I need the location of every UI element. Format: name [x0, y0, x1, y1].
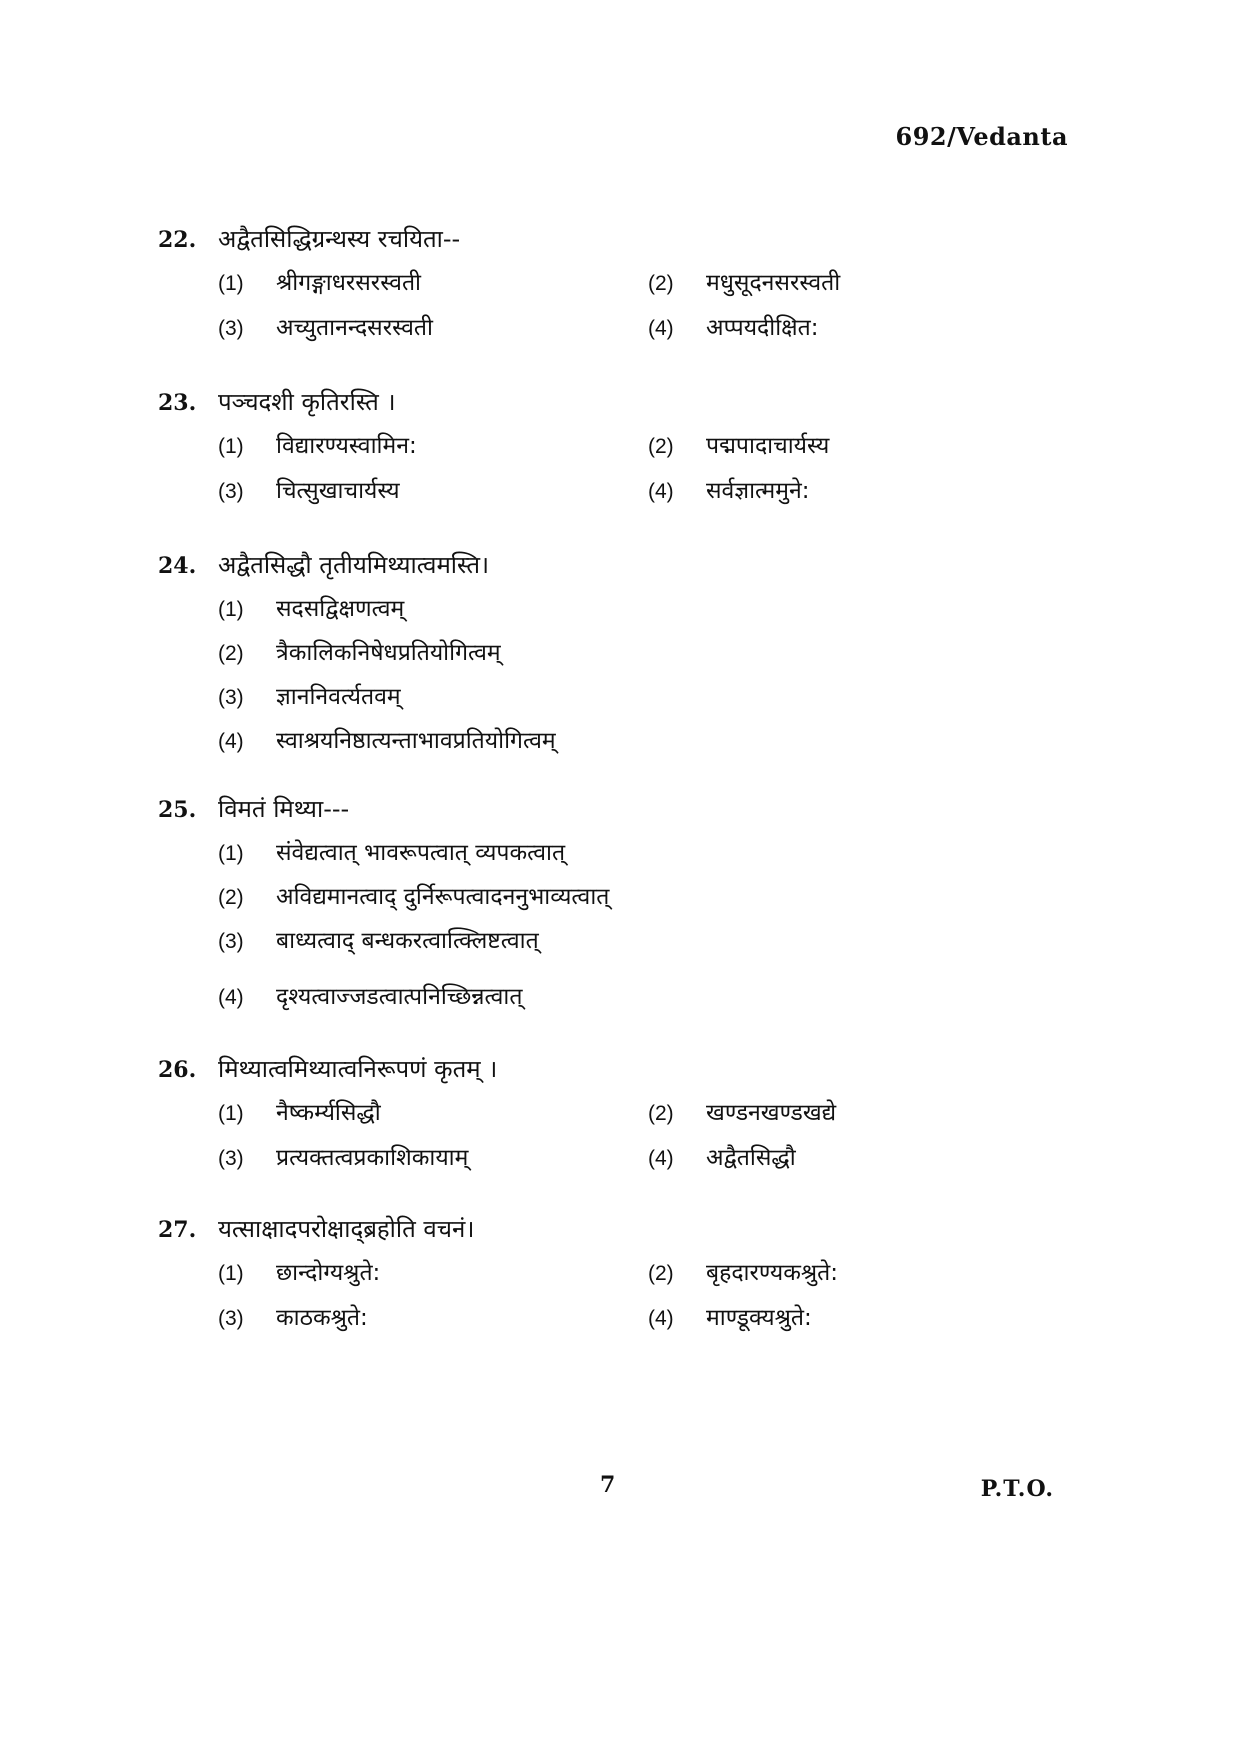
option-1	[218, 837, 1058, 870]
option-text: काठकश्रुते:	[276, 1305, 368, 1331]
option-text: प्रत्यक्तत्वप्रकाशिकायाम्	[276, 1145, 469, 1171]
question-26	[158, 1052, 1058, 1175]
option-text: खण्डनखण्डखद्ये	[706, 1100, 837, 1126]
question-number: 24.	[158, 553, 197, 579]
option-text: श्रीगङ्गाधरसरस्वती	[276, 270, 422, 296]
options-grid	[218, 430, 1058, 508]
option-3	[218, 312, 648, 345]
option-4	[218, 981, 1058, 1014]
question-text: विमतं मिथ्या---	[218, 795, 350, 823]
option-number: (1)	[218, 842, 244, 865]
option-number: (4)	[648, 1307, 674, 1330]
question-24	[158, 548, 1058, 758]
option-number: (4)	[218, 986, 244, 1009]
question-22	[158, 222, 1058, 345]
pto-label: P.T.O.	[980, 1476, 1054, 1502]
question-stem	[158, 792, 1058, 827]
question-text: यत्साक्षादपरोक्षाद्ब्रहोति वचनं।	[218, 1215, 475, 1243]
option-2	[218, 637, 1058, 670]
option-1	[218, 1257, 648, 1290]
option-number: (2)	[218, 886, 244, 909]
option-3	[218, 681, 1058, 714]
question-text: पञ्चदशी कृतिरस्ति ।	[218, 388, 396, 416]
option-number: (3)	[218, 930, 244, 953]
option-3	[218, 475, 648, 508]
option-number: (4)	[218, 730, 244, 753]
option-1	[218, 267, 648, 300]
option-2	[648, 430, 1078, 463]
option-number: (1)	[218, 435, 244, 458]
option-3	[218, 925, 1058, 958]
question-text: मिथ्यात्वमिथ्यात्वनिरूपणं कृतम् ।	[218, 1055, 498, 1083]
option-text: त्रैकालिकनिषेधप्रतियोगित्वम्	[276, 640, 501, 666]
option-number: (1)	[218, 1102, 244, 1125]
option-text: अविद्यमानत्वाद् दुर्निरूपत्वादननुभाव्यत्वात्	[276, 884, 610, 910]
option-number: (2)	[218, 642, 244, 665]
options-list	[218, 837, 1058, 1014]
question-stem	[158, 385, 1058, 420]
option-text: अच्युतानन्दसरस्वती	[276, 315, 433, 341]
option-text: ज्ञाननिवर्त्यतवम्	[276, 684, 401, 710]
options-list	[218, 593, 1058, 758]
question-27	[158, 1212, 1058, 1335]
question-stem	[158, 222, 1058, 257]
option-number: (2)	[648, 272, 674, 295]
option-text: अप्पयदीक्षित:	[706, 315, 819, 341]
option-number: (4)	[648, 317, 674, 340]
option-text: दृश्यत्वाज्जडत्वात्पनिच्छिन्नत्वात्	[276, 984, 523, 1010]
option-text: विद्यारण्यस्वामिन:	[276, 433, 417, 459]
question-number: 23.	[158, 390, 197, 416]
question-number: 22.	[158, 227, 197, 253]
options-grid	[218, 1097, 1058, 1175]
question-stem	[158, 1212, 1058, 1247]
option-number: (3)	[218, 480, 244, 503]
option-4	[218, 725, 1058, 758]
option-text: बृहदारण्यकश्रुते:	[706, 1260, 838, 1286]
question-stem	[158, 548, 1058, 583]
option-text: संवेद्यत्वात् भावरूपत्वात् व्यपकत्वात्	[276, 840, 566, 866]
option-3	[218, 1142, 648, 1175]
question-23	[158, 385, 1058, 508]
option-number: (3)	[218, 1147, 244, 1170]
options-grid	[218, 1257, 1058, 1335]
option-text: बाध्यत्वाद् बन्धकरत्वात्क्लिष्टत्वात्	[276, 928, 539, 954]
option-number: (3)	[218, 317, 244, 340]
question-text: अद्वैतसिद्धिग्रन्थस्य रचयिता--	[218, 225, 461, 253]
option-text: माण्डूक्यश्रुते:	[706, 1305, 812, 1331]
page-number: 7	[600, 1472, 616, 1498]
option-number: (3)	[218, 1307, 244, 1330]
option-2	[648, 267, 1078, 300]
option-number: (1)	[218, 598, 244, 621]
option-number: (2)	[648, 435, 674, 458]
option-text: नैष्कर्म्यसिद्धौ	[276, 1100, 381, 1126]
option-number: (3)	[218, 686, 244, 709]
option-1	[218, 593, 1058, 626]
option-text: अद्वैतसिद्धौ	[706, 1145, 796, 1171]
question-25	[158, 792, 1058, 1014]
options-grid	[218, 267, 1058, 345]
option-2	[648, 1097, 1078, 1130]
option-4	[648, 1142, 1078, 1175]
option-text: छान्दोग्यश्रुते:	[276, 1260, 381, 1286]
option-1	[218, 430, 648, 463]
option-number: (1)	[218, 1262, 244, 1285]
question-number: 26.	[158, 1057, 197, 1083]
option-3	[218, 1302, 648, 1335]
question-text: अद्वैतसिद्धौ तृतीयमिथ्यात्वमस्ति।	[218, 551, 490, 579]
option-4	[648, 475, 1078, 508]
option-number: (4)	[648, 480, 674, 503]
option-text: चित्सुखाचार्यस्य	[276, 478, 400, 504]
option-text: सर्वज्ञात्ममुने:	[706, 478, 810, 504]
option-2	[218, 881, 1058, 914]
question-stem	[158, 1052, 1058, 1087]
question-number: 27.	[158, 1217, 197, 1243]
option-1	[218, 1097, 648, 1130]
option-text: पद्मपादाचार्यस्य	[706, 433, 830, 459]
option-text: मधुसूदनसरस्वती	[706, 270, 841, 296]
option-text: सदसद्विक्षणत्वम्	[276, 596, 405, 622]
option-2	[648, 1257, 1078, 1290]
option-4	[648, 312, 1078, 345]
option-number: (4)	[648, 1147, 674, 1170]
option-number: (2)	[648, 1102, 674, 1125]
option-text: स्वाश्रयनिष्ठात्यन्ताभावप्रतियोगित्वम्	[276, 728, 556, 754]
question-number: 25.	[158, 797, 197, 823]
option-4	[648, 1302, 1078, 1335]
option-number: (1)	[218, 272, 244, 295]
option-number: (2)	[648, 1262, 674, 1285]
header-code: 692/Vedanta	[895, 122, 1068, 151]
